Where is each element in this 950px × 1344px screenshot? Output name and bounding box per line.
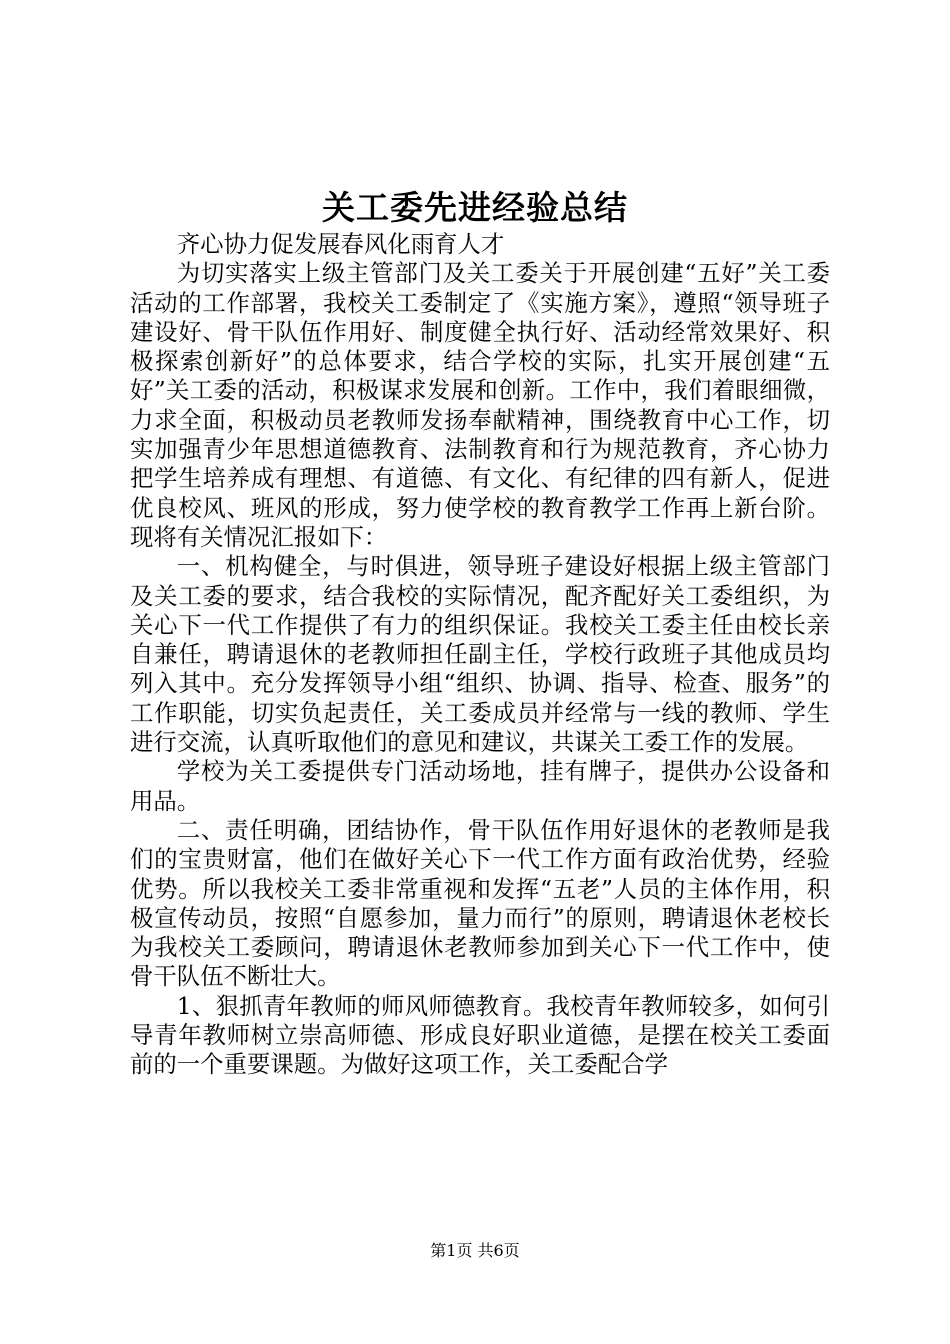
document-body: [130, 230, 830, 1080]
intro-paragraph: 为切实落实上级主管部门及关工委关于开展创建“五好”关工委活动的工作部署，我校关工委制定了《实施方案》，遵照“领导班子建设好、骨干队伍作用好、制度健全执行好、活动经常效果好、积极探索创新好”的总体要求，结合学校的实际，扎实开展创建“五好”关工委的活动，积极谋求发展和创新。工作中，我们着眼细微，力求全面，积极动员老教师发扬奉献精神，围绕教育中心工作，切实加强青少年思想道德教育、法制教育和行为规范教育，齐心协力把学生培养成有理想、有道德、有文化、有纪律的四有新人，促进优良校风、班风的形成，努力使学校的教育教学工作再上新台阶。现将有关情况汇报如下：: [130, 259, 830, 551]
item-one-paragraph: 1、狠抓青年教师的师风师德教育。我校青年教师较多，如何引导青年教师树立崇高师德、形成良好职业道德，是摆在校关工委面前的一个重要课题。为做好这项工作，关工委配合学: [130, 991, 830, 1079]
page-footer: 第1页 共6页: [430, 1241, 520, 1260]
subtitle-paragraph: 齐心协力促发展春风化雨育人才: [176, 230, 505, 258]
venue-paragraph: 学校为关工委提供专门活动场地，挂有牌子，提供办公设备和用品。: [130, 757, 830, 815]
section-two-paragraph: 二、责任明确，团结协作，骨干队伍作用好退休的老教师是我们的宝贵财富，他们在做好关心下一代工作方面有政治优势，经验优势。所以我校关工委非常重视和发挥“五老”人员的主体作用，积极宣传动员，按照“自愿参加，量力而行”的原则，聘请退休老校长为我校关工委顾问，聘请退休老教师参加到关心下一代工作中，使骨干队伍不断壮大。: [130, 815, 830, 991]
section-one-paragraph: 一、机构健全，与时俱进，领导班子建设好根据上级主管部门及关工委的要求，结合我校的实际情况，配齐配好关工委组织，为关心下一代工作提供了有力的组织保证。我校关工委主任由校长亲自兼任，聘请退休的老教师担任副主任，学校行政班子其他成员均列入其中。充分发挥领导小组“组织、协调、指导、检查、服务”的工作职能，切实负起责任，关工委成员并经常与一线的教师、学生进行交流，认真听取他们的意见和建议，共谋关工委工作的发展。: [130, 552, 830, 757]
document-title: 关工委先进经验总结: [322, 188, 628, 227]
